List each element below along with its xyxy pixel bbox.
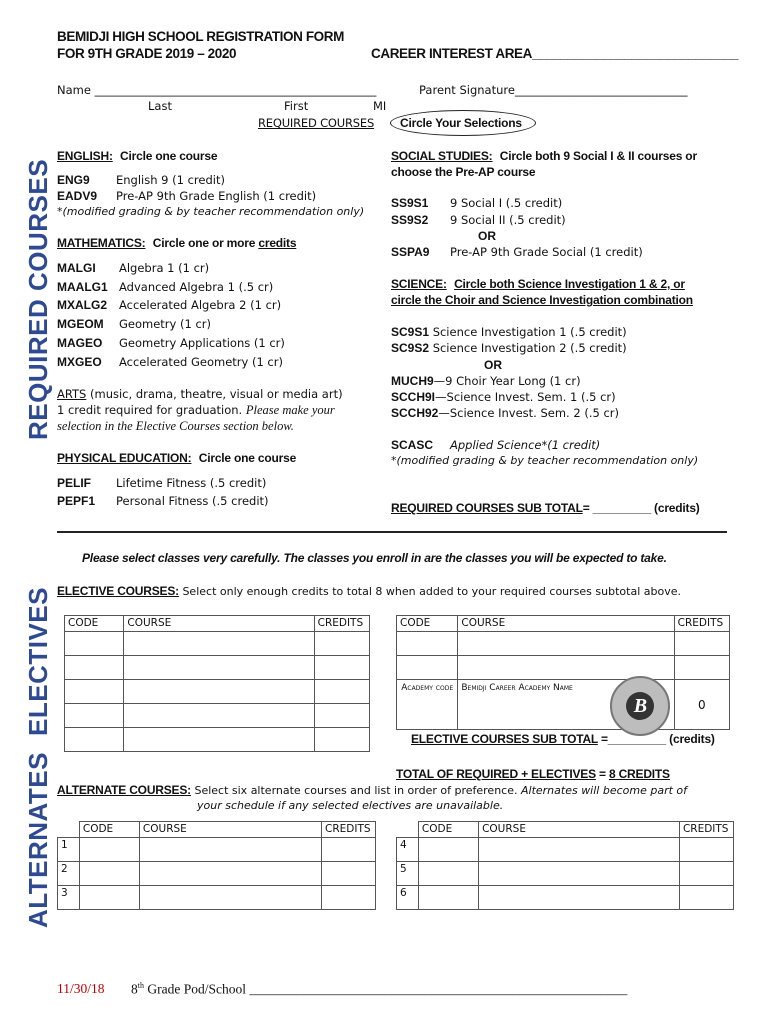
table-cell[interactable] (479, 838, 680, 862)
english-heading-row (57, 149, 217, 163)
table-cell[interactable] (322, 886, 376, 910)
social-course-code[interactable]: SS9S2 (391, 213, 429, 227)
social-course-name[interactable]: 9 Social II (.5 credit) (450, 213, 566, 227)
table-cell[interactable] (679, 886, 733, 910)
social-heading: SOCIAL STUDIES: (391, 149, 493, 163)
circle-selections-label: Circle Your Selections (400, 116, 522, 130)
science-applied-code[interactable]: SCASC (391, 438, 434, 452)
math-course-code[interactable]: MAGEO (57, 336, 103, 350)
footer-grade-sup: th (137, 981, 144, 990)
col-code-header: CODE (79, 822, 139, 838)
table-cell[interactable] (679, 862, 733, 886)
academy-code-label: Academy code (401, 683, 454, 693)
science-choir-name: —Science Invest. Sem. 1 (.5 cr) (435, 390, 616, 404)
science-or: OR (484, 358, 502, 372)
pe-course-name[interactable]: Personal Fitness (.5 credit) (116, 494, 269, 508)
parent-signature-field[interactable]: Parent Signature______________________________ (419, 83, 688, 97)
math-course-name[interactable]: Algebra 1 (1 cr) (119, 261, 210, 275)
table-cell[interactable] (124, 632, 314, 656)
table-cell[interactable] (139, 862, 321, 886)
table-cell[interactable] (65, 704, 124, 728)
pe-heading-row (57, 451, 296, 465)
electives-heading-row (57, 584, 681, 598)
table-cell[interactable] (79, 838, 139, 862)
social-course-name[interactable]: 9 Social I (.5 credit) (450, 196, 563, 210)
pe-heading: PHYSICAL EDUCATION: (57, 451, 192, 465)
academy-credits: 0 (674, 680, 729, 730)
table-cell[interactable] (79, 886, 139, 910)
social-instruction-line2: choose the Pre-AP course (391, 165, 536, 179)
table-cell[interactable] (314, 704, 369, 728)
table-cell[interactable] (314, 632, 369, 656)
social-heading-row (391, 149, 697, 163)
math-course-name[interactable]: Geometry (1 cr) (119, 317, 211, 331)
career-academies-logo (610, 676, 670, 736)
side-label-electives: ELECTIVES (23, 587, 53, 736)
english-course-code[interactable]: EADV9 (57, 189, 98, 203)
label-last: Last (148, 99, 172, 113)
science-applied-name[interactable]: Applied Science*(1 credit) (450, 438, 601, 452)
science-choir-row[interactable] (391, 390, 616, 404)
col-credits-header: CREDITS (679, 822, 733, 838)
table-cell[interactable] (679, 838, 733, 862)
name-field[interactable]: Name _________________________________________________ (57, 83, 377, 97)
table-cell[interactable] (124, 656, 314, 680)
math-heading: MATHEMATICS: (57, 236, 146, 250)
arts-desc: (music, drama, theatre, visual or media art) (86, 387, 343, 401)
table-cell[interactable] (458, 632, 674, 656)
academy-code-cell[interactable] (397, 680, 458, 730)
table-cell[interactable] (322, 862, 376, 886)
academy-name-label: Bemidji Career Academy Name (461, 683, 573, 693)
science-course-row[interactable] (391, 325, 627, 339)
english-course-code[interactable]: ENG9 (57, 173, 90, 187)
arts-heading: ARTS (57, 387, 87, 401)
math-course-code[interactable]: MXALG2 (57, 298, 108, 312)
footer-school-field[interactable] (131, 981, 627, 998)
section-divider (57, 531, 727, 533)
table-cell[interactable] (79, 862, 139, 886)
math-course-code[interactable]: MAALG1 (57, 280, 108, 294)
table-cell[interactable] (674, 632, 729, 656)
elective-subtotal-label: ELECTIVE COURSES SUB TOTAL (411, 732, 598, 746)
table-cell[interactable] (314, 656, 369, 680)
pe-course-name[interactable]: Lifetime Fitness (.5 credit) (116, 476, 267, 490)
table-cell[interactable] (322, 838, 376, 862)
arts-note-line3: selection in the Elective Courses section below. (57, 419, 294, 433)
table-cell[interactable] (418, 886, 478, 910)
total-value: 8 CREDITS (608, 767, 670, 781)
science-choir-code: MUCH9 (391, 374, 434, 388)
elective-subtotal[interactable] (411, 732, 715, 746)
required-courses-label: REQUIRED COURSES (258, 116, 375, 130)
label-first: First (284, 99, 309, 113)
table-cell[interactable] (65, 656, 124, 680)
col-credits-header: CREDITS (314, 616, 369, 632)
alternates-table-left (57, 821, 376, 910)
science-choir-name: —9 Choir Year Long (1 cr) (433, 374, 581, 388)
pe-instruction: Circle one course (198, 451, 297, 465)
science-instruction: Circle both Science Investigation 1 & 2, or (454, 277, 685, 291)
required-subtotal-label: REQUIRED COURSES SUB TOTAL (391, 501, 583, 515)
science-course-code: SC9S2 (391, 341, 430, 355)
science-choir-name: —Science Invest. Sem. 2 (.5 cr) (438, 406, 619, 420)
english-course-name[interactable]: English 9 (1 credit) (116, 173, 225, 187)
required-subtotal[interactable] (391, 501, 700, 515)
science-instruction-line2: circle the Choir and Science Investigation combination (391, 293, 693, 307)
alternates-table-right (396, 821, 734, 910)
table-cell[interactable] (314, 680, 369, 704)
alternates-instruction: Select six alternate courses and list in order of preference. (190, 784, 521, 797)
academy-logo-letter: B (626, 692, 654, 720)
row-number: 6 (397, 886, 419, 910)
col-course-header: COURSE (139, 822, 321, 838)
table-cell[interactable] (397, 656, 458, 680)
science-course-name: Science Investigation 2 (.5 credit) (432, 341, 627, 355)
col-course-header: COURSE (124, 616, 314, 632)
math-heading-row (57, 236, 296, 250)
row-number: 4 (397, 838, 419, 862)
row-number: 3 (58, 886, 80, 910)
science-course-row[interactable] (391, 341, 627, 355)
col-credits-header: CREDITS (674, 616, 729, 632)
col-course-header: COURSE (458, 616, 674, 632)
label-mi: MI (373, 99, 387, 113)
form-title-line1: BEMIDJI HIGH SCHOOL REGISTRATION FORM (57, 29, 344, 44)
pe-course-code[interactable]: PELIF (57, 476, 92, 490)
academy-name-cell[interactable] (458, 680, 674, 730)
arts-line2 (57, 403, 335, 418)
alternates-note: Alternates will become part of (520, 784, 688, 797)
elective-subtotal-suffix: =_________ (credits) (597, 732, 715, 746)
col-course-header: COURSE (479, 822, 680, 838)
required-subtotal-suffix: = _________ (credits) (582, 501, 700, 515)
electives-table-right (396, 615, 730, 730)
col-credits-header: CREDITS (322, 822, 376, 838)
english-instruction: Circle one course (120, 149, 218, 163)
table-cell[interactable] (124, 728, 314, 752)
col-code-header: CODE (397, 616, 458, 632)
social-or: OR (478, 229, 496, 243)
table-cell[interactable] (124, 680, 314, 704)
table-cell (58, 822, 80, 838)
math-instruction-credits: credits (258, 236, 297, 250)
alternates-note-line2: your schedule if any selected electives are unavailable. (197, 799, 504, 812)
col-code-header: CODE (65, 616, 124, 632)
electives-instruction: Select only enough credits to total 8 when added to your required courses subtotal above. (178, 585, 681, 598)
science-choir-row[interactable] (391, 374, 581, 388)
table-cell[interactable] (139, 838, 321, 862)
footer-date: 11/30/18 (57, 981, 105, 996)
social-course-code[interactable]: SS9S1 (391, 196, 429, 210)
total-eq: = (595, 767, 609, 781)
science-choir-code: SCCH9I (391, 390, 436, 404)
table-cell[interactable] (314, 728, 369, 752)
english-heading: ENGLISH: (57, 149, 113, 163)
science-heading: SCIENCE: (391, 277, 447, 291)
arts-requirement: 1 credit required for graduation. (57, 403, 246, 417)
table-cell[interactable] (397, 632, 458, 656)
table-cell[interactable] (418, 838, 478, 862)
science-course-code: SC9S1 (391, 325, 430, 339)
social-ap-code[interactable]: SSPA9 (391, 245, 430, 259)
electives-table-left (64, 615, 370, 752)
english-note: *(modified grading & by teacher recommendation only) (57, 205, 365, 218)
total-required-electives (396, 767, 670, 781)
math-course-code[interactable]: MXGEO (57, 355, 102, 369)
row-number: 1 (58, 838, 80, 862)
table-cell[interactable] (479, 886, 680, 910)
math-course-name[interactable]: Accelerated Geometry (1 cr) (119, 355, 283, 369)
form-title-line2: FOR 9TH GRADE 2019 – 2020 (57, 46, 237, 61)
table-cell[interactable] (139, 886, 321, 910)
science-choir-code: SCCH92 (391, 406, 439, 420)
side-label-alternates: ALTERNATES (23, 752, 53, 928)
career-interest-field[interactable]: CAREER INTEREST AREA_____________________________ (371, 46, 739, 61)
table-cell[interactable] (674, 656, 729, 680)
table-cell[interactable] (124, 704, 314, 728)
math-course-name[interactable]: Accelerated Algebra 2 (1 cr) (119, 298, 282, 312)
table-cell[interactable] (65, 728, 124, 752)
arts-note: Please make your (245, 403, 335, 417)
total-label: TOTAL OF REQUIRED + ELECTIVES (396, 767, 596, 781)
math-course-code[interactable]: MGEOM (57, 317, 104, 331)
col-code-header: CODE (418, 822, 478, 838)
table-cell[interactable] (418, 862, 478, 886)
english-course-name[interactable]: Pre-AP 9th Grade English (1 credit) (116, 189, 317, 203)
table-cell[interactable] (65, 632, 124, 656)
math-course-name[interactable]: Geometry Applications (1 cr) (119, 336, 285, 350)
math-course-name[interactable]: Advanced Algebra 1 (.5 cr) (119, 280, 274, 294)
electives-heading: ELECTIVE COURSES: (57, 584, 179, 598)
science-note: *(modified grading & by teacher recommendation only) (391, 454, 699, 467)
footer-grade: 8 (131, 981, 138, 997)
row-number: 5 (397, 862, 419, 886)
math-course-code[interactable]: MALGI (57, 261, 96, 275)
row-number: 2 (58, 862, 80, 886)
math-instruction: Circle one or more (152, 236, 259, 250)
side-label-required: REQUIRED COURSES (23, 158, 53, 440)
table-cell (397, 822, 419, 838)
warning-text: Please select classes very carefully. The classes you enroll in are the classes you will be expected to take. (82, 551, 667, 565)
alternates-heading: ALTERNATE COURSES: (57, 783, 191, 797)
pe-course-code[interactable]: PEPF1 (57, 494, 96, 508)
social-ap-name[interactable]: Pre-AP 9th Grade Social (1 credit) (450, 245, 643, 259)
alternates-heading-row (57, 783, 687, 797)
science-choir-row[interactable] (391, 406, 619, 420)
science-heading-row (391, 277, 685, 291)
science-course-name: Science Investigation 1 (.5 credit) (432, 325, 627, 339)
social-instruction: Circle both 9 Social I & II courses or (499, 149, 697, 163)
footer-school-label: Grade Pod/School ________________________________________________________ (143, 981, 628, 997)
table-cell[interactable] (65, 680, 124, 704)
table-cell[interactable] (479, 862, 680, 886)
arts-row (57, 387, 343, 401)
